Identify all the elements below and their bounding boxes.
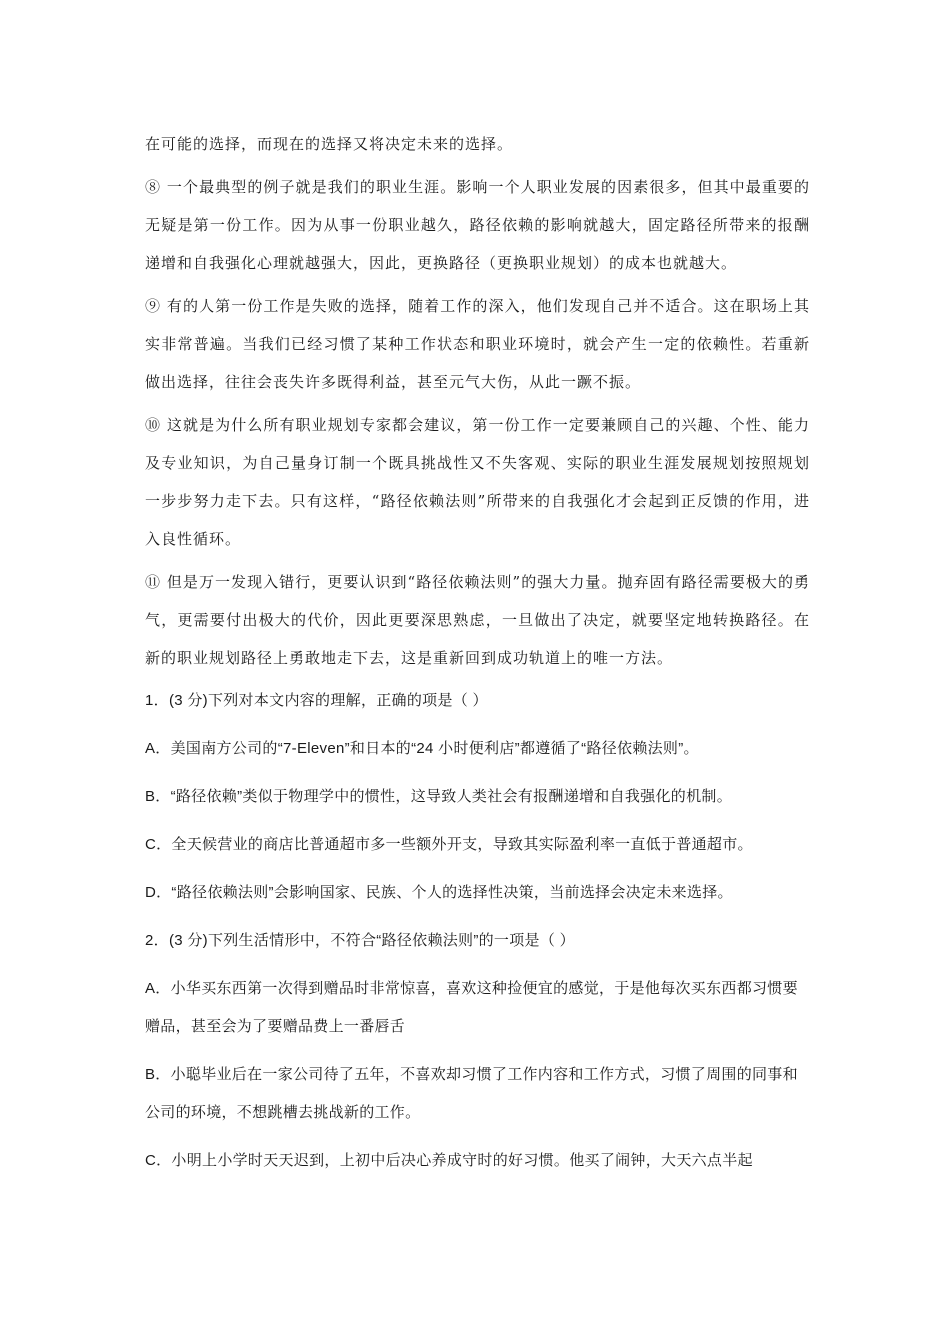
question-2 — [145, 922, 810, 1180]
option-a: A．小华买东西第一次得到赠品时非常惊喜，喜欢这种捡便宜的感觉，于是他每次买东西都习惯要赠品，甚至会为了要赠品费上一番唇舌 — [145, 980, 798, 1035]
paragraph-continuation: 在可能的选择，而现在的选择又将决定未来的选择。 — [145, 135, 514, 153]
question-stem: 1．(3 分)下列对本文内容的理解，正确的项是（ ） — [145, 692, 488, 709]
paragraph-11: ⑪ 但是万一发现入错行，更要认识到“路径依赖法则”的强大力量。抛弃固有路径需要极大的勇气，更需要付出极大的代价，因此更要深思熟虑，一旦做出了决定，就要坚定地转换路径。在新的职业规划路径上勇敢地走下去，这是重新回到成功轨道上的唯一方法。 — [145, 573, 810, 667]
document-page — [145, 125, 810, 1190]
paragraph-8: ⑧ 一个最典型的例子就是我们的职业生涯。影响一个人职业发展的因素很多，但其中最重要的无疑是第一份工作。因为从事一份职业越久，路径依赖的影响就越大，固定路径所带来的报酬递增和自我强化心理就越强大，因此，更换路径（更换职业规划）的成本也就越大。 — [145, 178, 810, 272]
option-b: B．小聪毕业后在一家公司待了五年，不喜欢却习惯了工作内容和工作方式，习惯了周围的同事和公司的环境，不想跳槽去挑战新的工作。 — [145, 1066, 798, 1121]
question-1 — [145, 682, 810, 912]
question-stem: 2．(3 分)下列生活情形中，不符合“路径依赖法则”的一项是（ ） — [145, 932, 575, 949]
option-a: A．美国南方公司的“7-Eleven”和日本的“24 小时便利店”都遵循了“路径依赖法则”。 — [145, 740, 699, 757]
option-c: C．全天候营业的商店比普通超市多一些额外开支，导致其实际盈利率一直低于普通超市。 — [145, 836, 753, 853]
paragraph-9: ⑨ 有的人第一份工作是失败的选择，随着工作的深入，他们发现自己并不适合。这在职场上其实非常普遍。当我们已经习惯了某种工作状态和职业环境时，就会产生一定的依赖性。若重新做出选择，往往会丧失许多既得利益，甚至元气大伤，从此一蹶不振。 — [145, 297, 810, 391]
option-d: D．“路径依赖法则”会影响国家、民族、个人的选择性决策，当前选择会决定未来选择。 — [145, 884, 733, 901]
option-c: C．小明上小学时天天迟到，上初中后决心养成守时的好习惯。他买了闹钟，大天六点半起 — [145, 1152, 753, 1169]
paragraph-10: ⑩ 这就是为什么所有职业规划专家都会建议，第一份工作一定要兼顾自己的兴趣、个性、能力及专业知识，为自己量身订制一个既具挑战性又不失客观、实际的职业生涯发展规划按照规划一步步努力走下去。只有这样，“路径依赖法则”所带来的自我强化才会起到正反馈的作用，进入良性循环。 — [145, 416, 810, 548]
option-b: B．“路径依赖”类似于物理学中的惯性，这导致人类社会有报酬递增和自我强化的机制。 — [145, 788, 732, 805]
